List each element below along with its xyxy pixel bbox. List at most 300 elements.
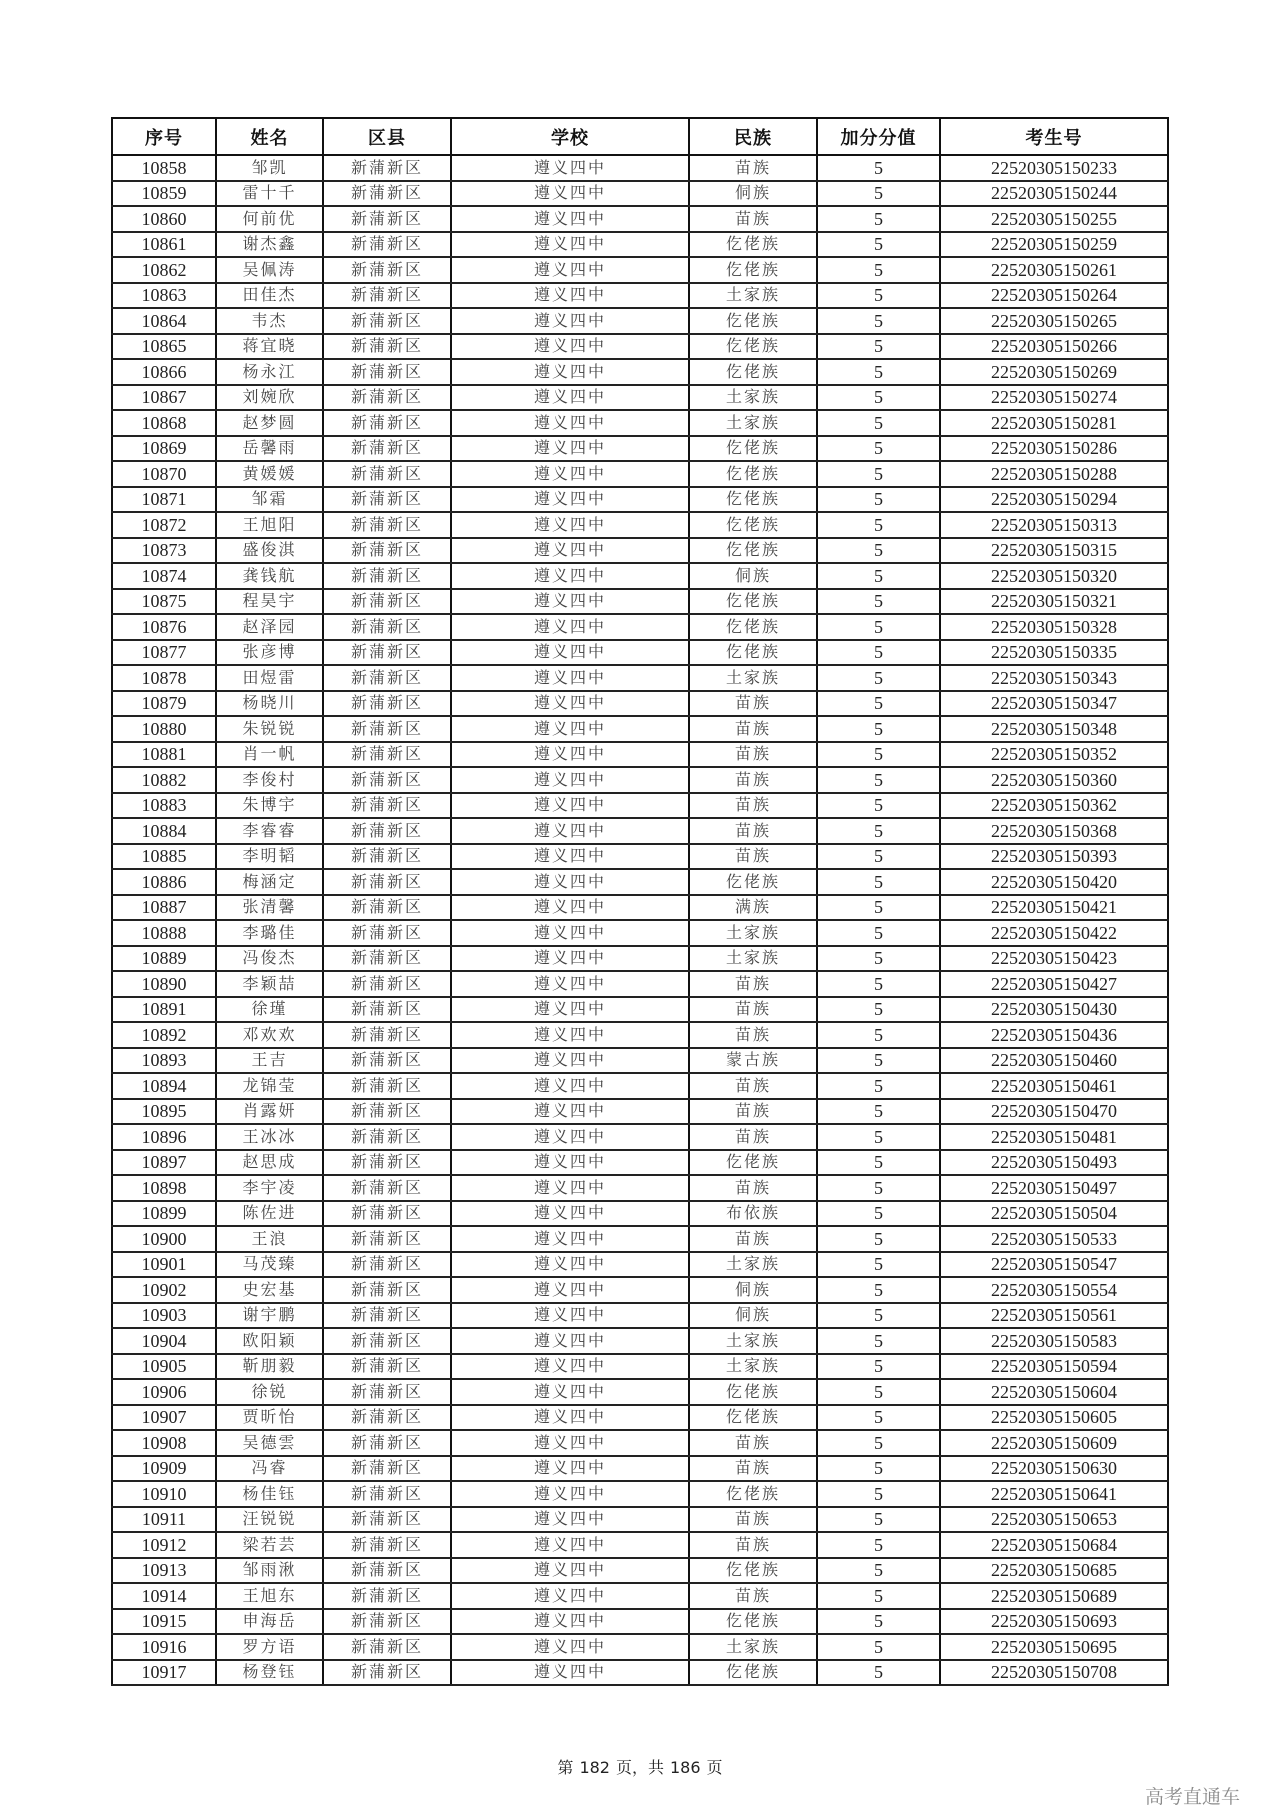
- cell-exam-id: 22520305150335: [940, 640, 1168, 666]
- cell-district: 新蒲新区: [323, 334, 451, 360]
- cell-district: 新蒲新区: [323, 1226, 451, 1252]
- cell-school: 遵义四中: [451, 1201, 689, 1227]
- cell-ethnicity: 苗族: [689, 818, 817, 844]
- cell-ethnicity: 侗族: [689, 1303, 817, 1329]
- cell-district: 新蒲新区: [323, 308, 451, 334]
- table-row: [112, 1124, 1168, 1150]
- table-row: [112, 1073, 1168, 1099]
- cell-exam-id: 22520305150653: [940, 1507, 1168, 1533]
- cell-bonus: 5: [817, 1175, 940, 1201]
- cell-school: 遵义四中: [451, 691, 689, 717]
- cell-seq: 10917: [112, 1660, 216, 1686]
- table-row: [112, 1430, 1168, 1456]
- cell-seq: 10897: [112, 1150, 216, 1176]
- cell-district: 新蒲新区: [323, 946, 451, 972]
- cell-ethnicity: 苗族: [689, 1073, 817, 1099]
- cell-ethnicity: 土家族: [689, 1634, 817, 1660]
- cell-district: 新蒲新区: [323, 614, 451, 640]
- cell-seq: 10864: [112, 308, 216, 334]
- cell-exam-id: 22520305150583: [940, 1328, 1168, 1354]
- table-row: [112, 920, 1168, 946]
- watermark: 高考直通车: [1145, 1786, 1241, 1808]
- cell-bonus: 5: [817, 181, 940, 207]
- cell-exam-id: 22520305150286: [940, 436, 1168, 462]
- table-row: [112, 1150, 1168, 1176]
- cell-bonus: 5: [817, 385, 940, 411]
- cell-school: 遵义四中: [451, 742, 689, 768]
- cell-ethnicity: 仡佬族: [689, 1660, 817, 1686]
- cell-school: 遵义四中: [451, 767, 689, 793]
- cell-district: 新蒲新区: [323, 1022, 451, 1048]
- cell-bonus: 5: [817, 742, 940, 768]
- cell-exam-id: 22520305150497: [940, 1175, 1168, 1201]
- cell-name: 李明韬: [216, 844, 323, 870]
- cell-exam-id: 22520305150630: [940, 1456, 1168, 1482]
- cell-bonus: 5: [817, 436, 940, 462]
- cell-district: 新蒲新区: [323, 206, 451, 232]
- cell-district: 新蒲新区: [323, 155, 451, 181]
- cell-seq: 10879: [112, 691, 216, 717]
- cell-name: 徐锐: [216, 1379, 323, 1405]
- cell-seq: 10915: [112, 1609, 216, 1635]
- cell-exam-id: 22520305150347: [940, 691, 1168, 717]
- header-exam-id: 考生号: [940, 118, 1168, 155]
- cell-exam-id: 22520305150294: [940, 487, 1168, 513]
- cell-school: 遵义四中: [451, 487, 689, 513]
- cell-school: 遵义四中: [451, 410, 689, 436]
- cell-name: 朱博宇: [216, 793, 323, 819]
- table-row: [112, 793, 1168, 819]
- table-row: [112, 283, 1168, 309]
- cell-exam-id: 22520305150288: [940, 461, 1168, 487]
- table-row: [112, 512, 1168, 538]
- cell-seq: 10892: [112, 1022, 216, 1048]
- cell-seq: 10875: [112, 589, 216, 615]
- cell-district: 新蒲新区: [323, 844, 451, 870]
- table-row: [112, 385, 1168, 411]
- cell-ethnicity: 土家族: [689, 283, 817, 309]
- cell-name: 王浪: [216, 1226, 323, 1252]
- cell-seq: 10888: [112, 920, 216, 946]
- cell-district: 新蒲新区: [323, 1532, 451, 1558]
- cell-district: 新蒲新区: [323, 869, 451, 895]
- cell-ethnicity: 土家族: [689, 665, 817, 691]
- cell-district: 新蒲新区: [323, 1252, 451, 1278]
- cell-bonus: 5: [817, 1124, 940, 1150]
- cell-exam-id: 22520305150328: [940, 614, 1168, 640]
- cell-name: 杨永江: [216, 359, 323, 385]
- cell-bonus: 5: [817, 1558, 940, 1584]
- table-row: [112, 1660, 1168, 1686]
- cell-ethnicity: 仡佬族: [689, 614, 817, 640]
- cell-exam-id: 22520305150594: [940, 1354, 1168, 1380]
- cell-seq: 10894: [112, 1073, 216, 1099]
- cell-seq: 10911: [112, 1507, 216, 1533]
- cell-bonus: 5: [817, 563, 940, 589]
- table-row: [112, 1226, 1168, 1252]
- cell-district: 新蒲新区: [323, 1481, 451, 1507]
- cell-district: 新蒲新区: [323, 436, 451, 462]
- cell-name: 赵梦圆: [216, 410, 323, 436]
- cell-exam-id: 22520305150604: [940, 1379, 1168, 1405]
- cell-school: 遵义四中: [451, 359, 689, 385]
- cell-exam-id: 22520305150255: [940, 206, 1168, 232]
- cell-ethnicity: 仡佬族: [689, 589, 817, 615]
- cell-exam-id: 22520305150313: [940, 512, 1168, 538]
- page-number-footer: [540, 1755, 740, 1778]
- cell-school: 遵义四中: [451, 793, 689, 819]
- table-row: [112, 1328, 1168, 1354]
- cell-school: 遵义四中: [451, 1507, 689, 1533]
- cell-district: 新蒲新区: [323, 1634, 451, 1660]
- cell-exam-id: 22520305150264: [940, 283, 1168, 309]
- cell-district: 新蒲新区: [323, 665, 451, 691]
- cell-seq: 10883: [112, 793, 216, 819]
- cell-ethnicity: 侗族: [689, 1277, 817, 1303]
- cell-exam-id: 22520305150393: [940, 844, 1168, 870]
- cell-district: 新蒲新区: [323, 997, 451, 1023]
- cell-exam-id: 22520305150693: [940, 1609, 1168, 1635]
- cell-ethnicity: 侗族: [689, 181, 817, 207]
- cell-name: 邹霜: [216, 487, 323, 513]
- table-row: [112, 206, 1168, 232]
- table-row: [112, 971, 1168, 997]
- cell-name: 梁若芸: [216, 1532, 323, 1558]
- cell-name: 靳朋毅: [216, 1354, 323, 1380]
- cell-ethnicity: 苗族: [689, 155, 817, 181]
- cell-ethnicity: 土家族: [689, 946, 817, 972]
- cell-name: 杨登钰: [216, 1660, 323, 1686]
- cell-ethnicity: 仡佬族: [689, 257, 817, 283]
- cell-school: 遵义四中: [451, 920, 689, 946]
- cell-ethnicity: 仡佬族: [689, 1481, 817, 1507]
- cell-school: 遵义四中: [451, 461, 689, 487]
- cell-school: 遵义四中: [451, 971, 689, 997]
- table-row: [112, 895, 1168, 921]
- cell-district: 新蒲新区: [323, 512, 451, 538]
- cell-bonus: 5: [817, 283, 940, 309]
- cell-district: 新蒲新区: [323, 487, 451, 513]
- cell-exam-id: 22520305150708: [940, 1660, 1168, 1686]
- cell-district: 新蒲新区: [323, 1073, 451, 1099]
- cell-name: 申海岳: [216, 1609, 323, 1635]
- table-row: [112, 410, 1168, 436]
- cell-name: 邹凯: [216, 155, 323, 181]
- cell-name: 梅涵定: [216, 869, 323, 895]
- cell-name: 王冰冰: [216, 1124, 323, 1150]
- cell-bonus: 5: [817, 461, 940, 487]
- cell-exam-id: 22520305150321: [940, 589, 1168, 615]
- table-row: [112, 1175, 1168, 1201]
- cell-school: 遵义四中: [451, 181, 689, 207]
- cell-bonus: 5: [817, 1430, 940, 1456]
- cell-bonus: 5: [817, 257, 940, 283]
- cell-bonus: 5: [817, 1634, 940, 1660]
- cell-school: 遵义四中: [451, 283, 689, 309]
- cell-name: 龚钱航: [216, 563, 323, 589]
- cell-bonus: 5: [817, 1609, 940, 1635]
- cell-seq: 10902: [112, 1277, 216, 1303]
- cell-exam-id: 22520305150420: [940, 869, 1168, 895]
- cell-ethnicity: 苗族: [689, 1175, 817, 1201]
- table-row: [112, 1022, 1168, 1048]
- cell-ethnicity: 苗族: [689, 1022, 817, 1048]
- cell-district: 新蒲新区: [323, 538, 451, 564]
- cell-seq: 10901: [112, 1252, 216, 1278]
- cell-bonus: 5: [817, 538, 940, 564]
- cell-exam-id: 22520305150259: [940, 232, 1168, 258]
- table-row: [112, 1609, 1168, 1635]
- cell-school: 遵义四中: [451, 385, 689, 411]
- cell-name: 赵泽园: [216, 614, 323, 640]
- cell-school: 遵义四中: [451, 844, 689, 870]
- cell-exam-id: 22520305150695: [940, 1634, 1168, 1660]
- cell-bonus: 5: [817, 1456, 940, 1482]
- cell-name: 赵思成: [216, 1150, 323, 1176]
- cell-school: 遵义四中: [451, 1073, 689, 1099]
- cell-bonus: 5: [817, 1099, 940, 1125]
- cell-exam-id: 22520305150533: [940, 1226, 1168, 1252]
- cell-ethnicity: 土家族: [689, 920, 817, 946]
- cell-ethnicity: 满族: [689, 895, 817, 921]
- cell-name: 杨晓川: [216, 691, 323, 717]
- cell-bonus: 5: [817, 767, 940, 793]
- cell-bonus: 5: [817, 1583, 940, 1609]
- cell-exam-id: 22520305150436: [940, 1022, 1168, 1048]
- cell-school: 遵义四中: [451, 1226, 689, 1252]
- table-row: [112, 614, 1168, 640]
- header-name: 姓名: [216, 118, 323, 155]
- cell-school: 遵义四中: [451, 1532, 689, 1558]
- cell-ethnicity: 苗族: [689, 971, 817, 997]
- cell-ethnicity: 仡佬族: [689, 308, 817, 334]
- cell-exam-id: 22520305150269: [940, 359, 1168, 385]
- cell-name: 张彦博: [216, 640, 323, 666]
- cell-seq: 10912: [112, 1532, 216, 1558]
- cell-district: 新蒲新区: [323, 232, 451, 258]
- cell-ethnicity: 仡佬族: [689, 461, 817, 487]
- cell-name: 雷十千: [216, 181, 323, 207]
- table-row: [112, 1558, 1168, 1584]
- cell-district: 新蒲新区: [323, 1048, 451, 1074]
- cell-exam-id: 22520305150547: [940, 1252, 1168, 1278]
- cell-district: 新蒲新区: [323, 1660, 451, 1686]
- cell-exam-id: 22520305150470: [940, 1099, 1168, 1125]
- cell-school: 遵义四中: [451, 997, 689, 1023]
- table-row: [112, 640, 1168, 666]
- cell-seq: 10863: [112, 283, 216, 309]
- cell-name: 汪锐锐: [216, 1507, 323, 1533]
- cell-school: 遵义四中: [451, 206, 689, 232]
- cell-school: 遵义四中: [451, 1252, 689, 1278]
- cell-exam-id: 22520305150554: [940, 1277, 1168, 1303]
- cell-ethnicity: 仡佬族: [689, 640, 817, 666]
- cell-school: 遵义四中: [451, 946, 689, 972]
- cell-district: 新蒲新区: [323, 1303, 451, 1329]
- cell-ethnicity: 苗族: [689, 1456, 817, 1482]
- cell-name: 罗方语: [216, 1634, 323, 1660]
- cell-bonus: 5: [817, 512, 940, 538]
- table-row: [112, 1481, 1168, 1507]
- cell-bonus: 5: [817, 1303, 940, 1329]
- cell-bonus: 5: [817, 589, 940, 615]
- cell-district: 新蒲新区: [323, 1354, 451, 1380]
- cell-bonus: 5: [817, 1048, 940, 1074]
- cell-bonus: 5: [817, 410, 940, 436]
- cell-school: 遵义四中: [451, 1150, 689, 1176]
- cell-bonus: 5: [817, 971, 940, 997]
- cell-district: 新蒲新区: [323, 359, 451, 385]
- cell-ethnicity: 仡佬族: [689, 1609, 817, 1635]
- cell-district: 新蒲新区: [323, 1405, 451, 1431]
- cell-name: 贾昕怡: [216, 1405, 323, 1431]
- cell-seq: 10873: [112, 538, 216, 564]
- cell-seq: 10889: [112, 946, 216, 972]
- cell-district: 新蒲新区: [323, 1430, 451, 1456]
- cell-seq: 10909: [112, 1456, 216, 1482]
- cell-name: 刘婉欣: [216, 385, 323, 411]
- cell-seq: 10913: [112, 1558, 216, 1584]
- cell-exam-id: 22520305150685: [940, 1558, 1168, 1584]
- cell-name: 肖露妍: [216, 1099, 323, 1125]
- cell-name: 欧阳颖: [216, 1328, 323, 1354]
- cell-school: 遵义四中: [451, 1456, 689, 1482]
- cell-name: 黄媛媛: [216, 461, 323, 487]
- cell-exam-id: 22520305150360: [940, 767, 1168, 793]
- cell-district: 新蒲新区: [323, 640, 451, 666]
- cell-school: 遵义四中: [451, 334, 689, 360]
- table-row: [112, 1405, 1168, 1431]
- cell-name: 马茂臻: [216, 1252, 323, 1278]
- cell-bonus: 5: [817, 1507, 940, 1533]
- cell-school: 遵义四中: [451, 232, 689, 258]
- cell-seq: 10859: [112, 181, 216, 207]
- cell-seq: 10903: [112, 1303, 216, 1329]
- cell-school: 遵义四中: [451, 869, 689, 895]
- table-row: [112, 1252, 1168, 1278]
- cell-exam-id: 22520305150265: [940, 308, 1168, 334]
- cell-school: 遵义四中: [451, 589, 689, 615]
- cell-ethnicity: 侗族: [689, 563, 817, 589]
- cell-exam-id: 22520305150281: [940, 410, 1168, 436]
- cell-seq: 10877: [112, 640, 216, 666]
- table-row: [112, 665, 1168, 691]
- cell-exam-id: 22520305150233: [940, 155, 1168, 181]
- cell-seq: 10867: [112, 385, 216, 411]
- cell-seq: 10891: [112, 997, 216, 1023]
- header-bonus: 加分分值: [817, 118, 940, 155]
- cell-exam-id: 22520305150343: [940, 665, 1168, 691]
- cell-seq: 10860: [112, 206, 216, 232]
- cell-name: 李睿睿: [216, 818, 323, 844]
- cell-district: 新蒲新区: [323, 1456, 451, 1482]
- cell-bonus: 5: [817, 1252, 940, 1278]
- cell-name: 史宏基: [216, 1277, 323, 1303]
- table-row: [112, 1303, 1168, 1329]
- cell-seq: 10874: [112, 563, 216, 589]
- cell-ethnicity: 仡佬族: [689, 359, 817, 385]
- cell-school: 遵义四中: [451, 1048, 689, 1074]
- cell-school: 遵义四中: [451, 1430, 689, 1456]
- cell-seq: 10904: [112, 1328, 216, 1354]
- cell-district: 新蒲新区: [323, 1099, 451, 1125]
- table-row: [112, 334, 1168, 360]
- cell-ethnicity: 土家族: [689, 1354, 817, 1380]
- cell-seq: 10878: [112, 665, 216, 691]
- cell-bonus: 5: [817, 920, 940, 946]
- cell-exam-id: 22520305150261: [940, 257, 1168, 283]
- cell-ethnicity: 仡佬族: [689, 487, 817, 513]
- cell-bonus: 5: [817, 869, 940, 895]
- cell-bonus: 5: [817, 818, 940, 844]
- cell-seq: 10906: [112, 1379, 216, 1405]
- cell-district: 新蒲新区: [323, 742, 451, 768]
- cell-school: 遵义四中: [451, 1379, 689, 1405]
- cell-ethnicity: 布依族: [689, 1201, 817, 1227]
- cell-exam-id: 22520305150430: [940, 997, 1168, 1023]
- cell-exam-id: 22520305150423: [940, 946, 1168, 972]
- cell-school: 遵义四中: [451, 1328, 689, 1354]
- table-row: [112, 257, 1168, 283]
- cell-district: 新蒲新区: [323, 1328, 451, 1354]
- cell-ethnicity: 苗族: [689, 997, 817, 1023]
- cell-bonus: 5: [817, 359, 940, 385]
- cell-seq: 10887: [112, 895, 216, 921]
- cell-bonus: 5: [817, 1073, 940, 1099]
- cell-exam-id: 22520305150609: [940, 1430, 1168, 1456]
- cell-ethnicity: 土家族: [689, 410, 817, 436]
- cell-seq: 10890: [112, 971, 216, 997]
- cell-seq: 10870: [112, 461, 216, 487]
- cell-ethnicity: 苗族: [689, 793, 817, 819]
- cell-ethnicity: 苗族: [689, 1124, 817, 1150]
- cell-school: 遵义四中: [451, 1175, 689, 1201]
- cell-name: 陈佐进: [216, 1201, 323, 1227]
- cell-name: 谢杰鑫: [216, 232, 323, 258]
- cell-school: 遵义四中: [451, 640, 689, 666]
- cell-bonus: 5: [817, 716, 940, 742]
- cell-district: 新蒲新区: [323, 385, 451, 411]
- cell-school: 遵义四中: [451, 257, 689, 283]
- cell-school: 遵义四中: [451, 1354, 689, 1380]
- footer-current-page: 182: [579, 1758, 610, 1777]
- table-row: [112, 716, 1168, 742]
- cell-name: 王旭阳: [216, 512, 323, 538]
- cell-exam-id: 22520305150689: [940, 1583, 1168, 1609]
- cell-seq: 10900: [112, 1226, 216, 1252]
- cell-exam-id: 22520305150274: [940, 385, 1168, 411]
- cell-seq: 10898: [112, 1175, 216, 1201]
- cell-exam-id: 22520305150352: [940, 742, 1168, 768]
- cell-exam-id: 22520305150460: [940, 1048, 1168, 1074]
- cell-name: 李璐佳: [216, 920, 323, 946]
- cell-district: 新蒲新区: [323, 257, 451, 283]
- cell-name: 张清馨: [216, 895, 323, 921]
- cell-ethnicity: 苗族: [689, 1430, 817, 1456]
- cell-school: 遵义四中: [451, 1481, 689, 1507]
- cell-district: 新蒲新区: [323, 716, 451, 742]
- table-row: [112, 181, 1168, 207]
- cell-bonus: 5: [817, 1226, 940, 1252]
- header-district: 区县: [323, 118, 451, 155]
- cell-exam-id: 22520305150368: [940, 818, 1168, 844]
- cell-name: 肖一帆: [216, 742, 323, 768]
- cell-name: 岳馨雨: [216, 436, 323, 462]
- cell-school: 遵义四中: [451, 563, 689, 589]
- cell-seq: 10908: [112, 1430, 216, 1456]
- cell-district: 新蒲新区: [323, 1150, 451, 1176]
- cell-school: 遵义四中: [451, 1634, 689, 1660]
